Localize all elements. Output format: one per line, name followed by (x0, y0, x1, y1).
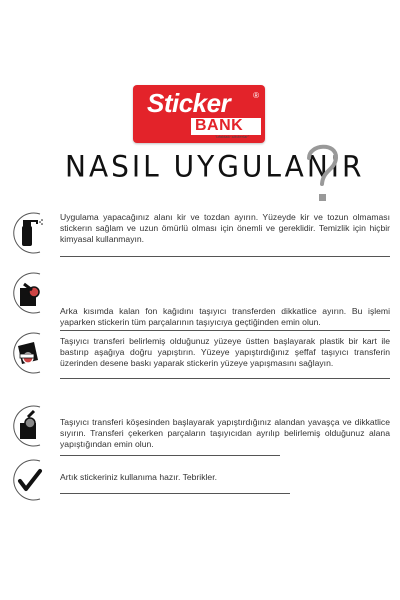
brand-logo (133, 85, 265, 143)
spray-bottle-icon (10, 210, 46, 256)
peel-backing-icon (10, 270, 46, 316)
peel-transfer-icon (10, 403, 46, 449)
step-1-text: Uygulama yapacağınız alanı kir ve tozdan ayırın. Yüzeyde kir ve tozun olmaması stickerın sağlam ve uzun ömürlü olması için önemli ve gereklidir. Temizlik için hiçbir kimyasal kullanmayın. (60, 212, 390, 245)
logo-word-bank: BANK (195, 117, 244, 134)
page-title: NASIL UYGULANIR (65, 149, 365, 184)
step-2-text: Arka kısımda kalan fon kağıdını taşıyıcı transferden dikkatlice ayırın. Bu işlemi yaparken stickerin tüm parçalarının taşıyıcıya geçtiğinden emin olun. (60, 306, 390, 328)
step-5-divider (60, 493, 290, 494)
step-1-icon-frame (10, 210, 46, 256)
press-card-icon (10, 330, 46, 376)
logo-registered-mark: ® (253, 91, 259, 100)
step-4-text: Taşıyıcı transferi köşesinden başlayarak yapıştırdığınız alandan yavaşça ve dikkatlice sıyırın. Transferi çekerken parçaların taşıyıcıdan ayrılıp belirlemiş olduğunuz alana yapıştığından emin olun. (60, 417, 390, 450)
logo-word-sticker: Sticker (147, 88, 231, 118)
step-3-divider (60, 378, 390, 379)
checkmark-icon (10, 457, 46, 503)
step-4-divider (60, 455, 280, 456)
logo-tagline: "ufaktakı stickerlar" (215, 134, 249, 139)
step-1-divider (60, 256, 390, 257)
step-3-icon-frame (10, 330, 46, 376)
step-4-icon-frame (10, 403, 46, 449)
step-5-text: Artık stickeriniz kullanıma hazır. Tebrikler. (60, 472, 217, 482)
step-2-icon-frame (10, 270, 46, 316)
step-5-icon-frame (10, 457, 46, 503)
step-3-text: Taşıyıcı transferi belirlemiş olduğunuz yüzeye üstten başlayarak plastik bir kart ile bastırıp aşağıya doğru yapıştırın. Yüzeye yapıştırdığınız şeffaf taşıyıcı transferin üzerinden desene baskı yaparak stickerin yüzeye yapışmasını sağlayın. (60, 336, 390, 369)
step-2-divider (60, 330, 390, 331)
question-mark-icon (303, 140, 343, 210)
